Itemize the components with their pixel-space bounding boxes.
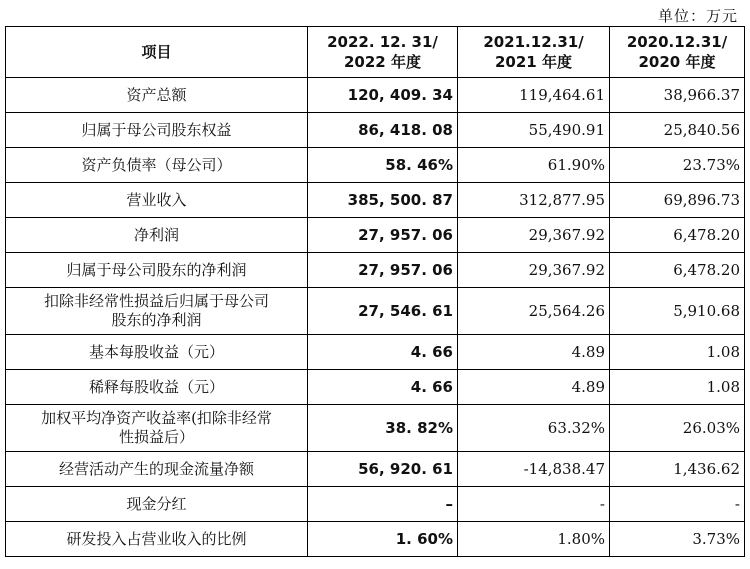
table-row (6, 183, 745, 218)
table-row (6, 370, 745, 405)
value-2020: 69,896.73 (610, 183, 745, 218)
value-2022: 38. 82% (308, 405, 458, 452)
value-2021: 312,877.95 (458, 183, 610, 218)
value-2020: 6,478.20 (610, 253, 745, 288)
value-2021: 63.32% (458, 405, 610, 452)
value-2021: 61.90% (458, 148, 610, 183)
value-2021: 1.80% (458, 522, 610, 557)
table-row (6, 288, 745, 335)
row-label: 营业收入 (6, 183, 308, 218)
value-2021: 4.89 (458, 370, 610, 405)
value-2022: 27, 957. 06 (308, 253, 458, 288)
value-2022: 58. 46% (308, 148, 458, 183)
header-2021-date: 2021.12.31/ (483, 33, 584, 51)
row-label: 归属于母公司股东权益 (6, 113, 308, 148)
row-label: 现金分红 (6, 487, 308, 522)
header-2022-date: 2022. 12. 31/ (327, 33, 438, 51)
value-2022: 385, 500. 87 (308, 183, 458, 218)
header-2021 (458, 27, 610, 78)
value-2020: 26.03% (610, 405, 745, 452)
row-label (6, 288, 308, 335)
value-2021: 119,464.61 (458, 78, 610, 113)
table-row (6, 405, 745, 452)
header-2022-year: 2022 年度 (344, 53, 421, 71)
row-label-line-1: 加权平均净资产收益率(扣除非经常 (41, 409, 272, 427)
value-2022: 4. 66 (308, 370, 458, 405)
table-row (6, 452, 745, 487)
value-2021: - (458, 487, 610, 522)
row-label: 资产总额 (6, 78, 308, 113)
table-row (6, 522, 745, 557)
value-2020: 1.08 (610, 370, 745, 405)
table-row (6, 78, 745, 113)
value-2020: 25,840.56 (610, 113, 745, 148)
row-label: 研发投入占营业收入的比例 (6, 522, 308, 557)
row-label-line-2: 性损益后） (118, 428, 194, 446)
value-2022: 120, 409. 34 (308, 78, 458, 113)
value-2021: 29,367.92 (458, 218, 610, 253)
header-2020-date: 2020.12.31/ (626, 33, 728, 51)
row-label-line-2: 股东的净利润 (111, 311, 202, 329)
value-2021: -14,838.47 (458, 452, 610, 487)
value-2020: 23.73% (610, 148, 745, 183)
value-2020: 38,966.37 (610, 78, 745, 113)
table-row (6, 487, 745, 522)
value-2021: 4.89 (458, 335, 610, 370)
row-label (6, 405, 308, 452)
value-2022: 56, 920. 61 (308, 452, 458, 487)
value-2022: 4. 66 (308, 335, 458, 370)
header-2020 (610, 27, 745, 78)
row-label: 净利润 (6, 218, 308, 253)
value-2022: 86, 418. 08 (308, 113, 458, 148)
value-2020: 5,910.68 (610, 288, 745, 335)
table-row (6, 253, 745, 288)
unit-row (0, 0, 750, 26)
table-header-row (6, 27, 745, 78)
value-2021: 29,367.92 (458, 253, 610, 288)
row-label: 归属于母公司股东的净利润 (6, 253, 308, 288)
value-2021: 25,564.26 (458, 288, 610, 335)
table-row (6, 113, 745, 148)
table-row (6, 335, 745, 370)
value-2022: – (308, 487, 458, 522)
value-2022: 27, 957. 06 (308, 218, 458, 253)
value-2022: 27, 546. 61 (308, 288, 458, 335)
table-row (6, 148, 745, 183)
header-item: 项目 (6, 27, 308, 78)
row-label: 资产负债率（母公司） (6, 148, 308, 183)
value-2020: 1,436.62 (610, 452, 745, 487)
value-2020: 3.73% (610, 522, 745, 557)
row-label: 基本每股收益（元） (6, 335, 308, 370)
value-2022: 1. 60% (308, 522, 458, 557)
unit-label: 单位：万元 (657, 7, 738, 25)
row-label-line-1: 扣除非经常性损益后归属于母公司 (43, 292, 269, 310)
row-label: 稀释每股收益（元） (6, 370, 308, 405)
header-2020-year: 2020 年度 (638, 53, 716, 71)
financial-data-table (5, 26, 745, 557)
row-label: 经营活动产生的现金流量净额 (6, 452, 308, 487)
value-2021: 55,490.91 (458, 113, 610, 148)
header-2021-year: 2021 年度 (495, 53, 572, 71)
value-2020: 1.08 (610, 335, 745, 370)
value-2020: 6,478.20 (610, 218, 745, 253)
header-2022 (308, 27, 458, 78)
table-row (6, 218, 745, 253)
value-2020: - (610, 487, 745, 522)
